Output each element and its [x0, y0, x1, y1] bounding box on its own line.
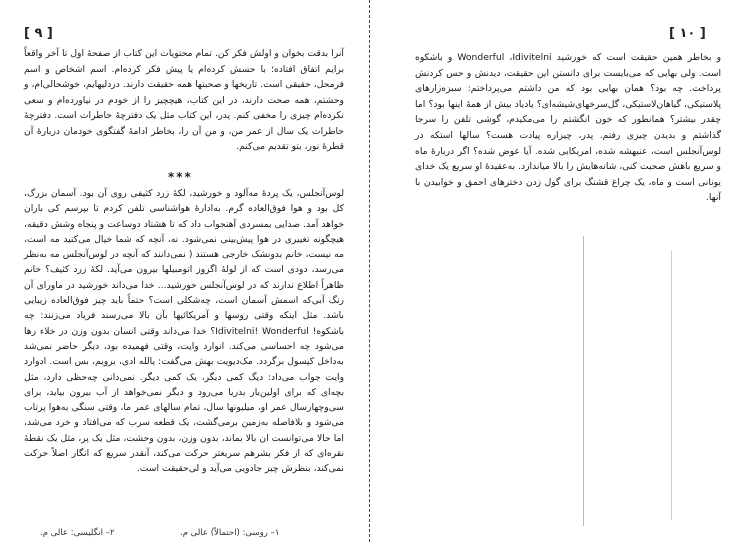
scan-artifact-line	[671, 250, 672, 520]
right-para-1: و بخاطر همین حقیقت است که خورشید Wonderful ،Idivitelni و باشکوه است. ولی بهایی که می‌بایست برای دانستن این حقیقت، دیدنش و حس کردنش پرداخت. چه بود؟ همان بهایی بود که من داشتم می‌پرداختم: سبزه‌زارهای پلاستیکی، گیاهان‌لاستیکی، گل‌سرخهای‌شیشه‌ای؟ یادیاد بیش از همهٔ اینها بود؟ اما چقدر بیشتر؟ همانطور که خون انگشتم را می‌مکیدم، گوشی تلفن را سرجا گذاشتم و بدیدن چیزی رفتم. پدر، چیزاره پیادت هست؟ سالها استکه در لوس‌آنجلس است، عنیهشه شده، امریکایی شده. آیا عوض شده؟ اگر درباره‌ٔ ماه و سریع باهش صحبت کنی، شانه‌هایش را بالا میاندازد. به‌عقیده‌ٔ او سریع یک خدای یونانی است و ماه، یک چراغ قشنگ برای گول زدن دخترهای احمق و خوابیدن با آنها.	[415, 52, 722, 204]
section-separator: ***	[168, 170, 193, 184]
footnote-2: ۲– انگلیسی: عالی م.	[40, 528, 115, 538]
page-gutter-divider	[369, 0, 370, 542]
right-page-number: [ ۱۰ ]	[669, 26, 706, 41]
scan-artifact-line	[583, 236, 584, 526]
left-page	[0, 0, 370, 542]
right-page	[371, 0, 750, 542]
left-page-number: [ ۹ ]	[24, 26, 53, 41]
footnote-1: ۱– روسی: (احتمالاً) عالی م.	[180, 528, 280, 538]
left-para-1: آنرا بدقت بخوان و اولش فکر کن. تمام محتویات این کتاب از صفحهٔ اول تا آخر واقعاً برایم اتفاق افتاده؛ با حسش کرده‌ام یا پیش فکر کرده‌ام. اسم اشخاص و اسم فرمحل، حقیقی است. تاریخها و صحبتها همه حقیقت دارند. دردلیهایم، خوشحالی‌ام، و وحشتم، همه صحت دارند، در این کتاب، هیچچیز را از خودم در نیاورده‌ام و سعی نکرده‌ام چیزی را مخفی کنم. پدر، این کتاب مثل یک دفترچهٔ خاطرات است. دفترچهٔ خاطرات یک سال از عمر من، و من آن را، بخاطر ادامهٔ گفتگوی خودمان درباره‌ٔ آن قطرهٔ نور، بتو تقدیم می‌کنم.	[24, 48, 344, 152]
left-para-2: لوس‌آنجلس، یک پردهٔ مه‌آلود و خورشید، لکهٔ زرد کثیفی روی آن بود. آسمان بزرگ، کل بود و هوا فوق‌العاده گرم. به‌ادارهٔ هواشناسی تلفن کردم تا بپرسم کی باران خواهد آمد. صدایی بمسردی آهنجواب داد که تا هشتاد دوساعت و پنجاه وشش دقیقه، هیچگونه تغییری در هوا پیش‌بینی نمی‌شود. نه، آنچه که شما خیال می‌کنید مه است، مه نیست، خانم بدونشک خارجی هستند ( نمی‌دانند که آنچه در لوس‌آنجلس مه به‌نظر می‌رسد، دودی است که از لولهٔ اگزوز اتومبیلها بیرون می‌آید. لکهٔ زرد کثیف؟ خانم ظاهراً اطلاع ندارند که در لوس‌آنجلس خورشید... خدا می‌داند خورشید در ماورای آن رنگ آبی‌که اسمش آسمان است، چه‌شکلی است؟ حتماً باید چیز فوق‌العاده زیبایی باشد. مثل اینکه وقتی روسها و آمریکائیها بآن بالا می‌رسند فریاد می‌زنند: چه باشکوه! Idivitelni! Wonderful؟ خدا می‌داند وقتی انسان بدون وزن در خلاء رها می‌شود چه احساسی می‌کند. انوارد وایت، وقتی فهمیده بود، دیگر حاضر نمی‌شد به‌داخل کپسول برگردد. مک‌دیویت بهش می‌گفت: یالله ادی، برویم، بس است. ادوارد وایت جواب می‌داد: دیگ کمی دیگر، یک کمی دیگر. نمی‌دانی چه‌حظی دارد، مثل بچه‌ای که برای اولین‌بار بدریا می‌رود و دیگر نمی‌خواهد از آب بیرون بیاید، برای سی‌وچهارسال عمر او، میلیونها سال، تمام سالهای عمر ما، وقتی سنگی به‌هوا پرتاب می‌شود و بلافاصله به‌زمین برمی‌گشت، یک قطعه سرب که می‌افتاد و خرد می‌شد، اما حالا می‌توانست ان بالا بماند، بدون وزن، بدون وحشت، مثل یک پر، مثل یک نقطهٔ نقره‌ای که از فکر بشرهم سریعتر حرکت می‌کند، آنقدر سریع که انگار اصلاً حرکت نمی‌کند، بنظرش چیز جادویی می‌آید و لی‌حقیقت است.	[24, 188, 345, 475]
